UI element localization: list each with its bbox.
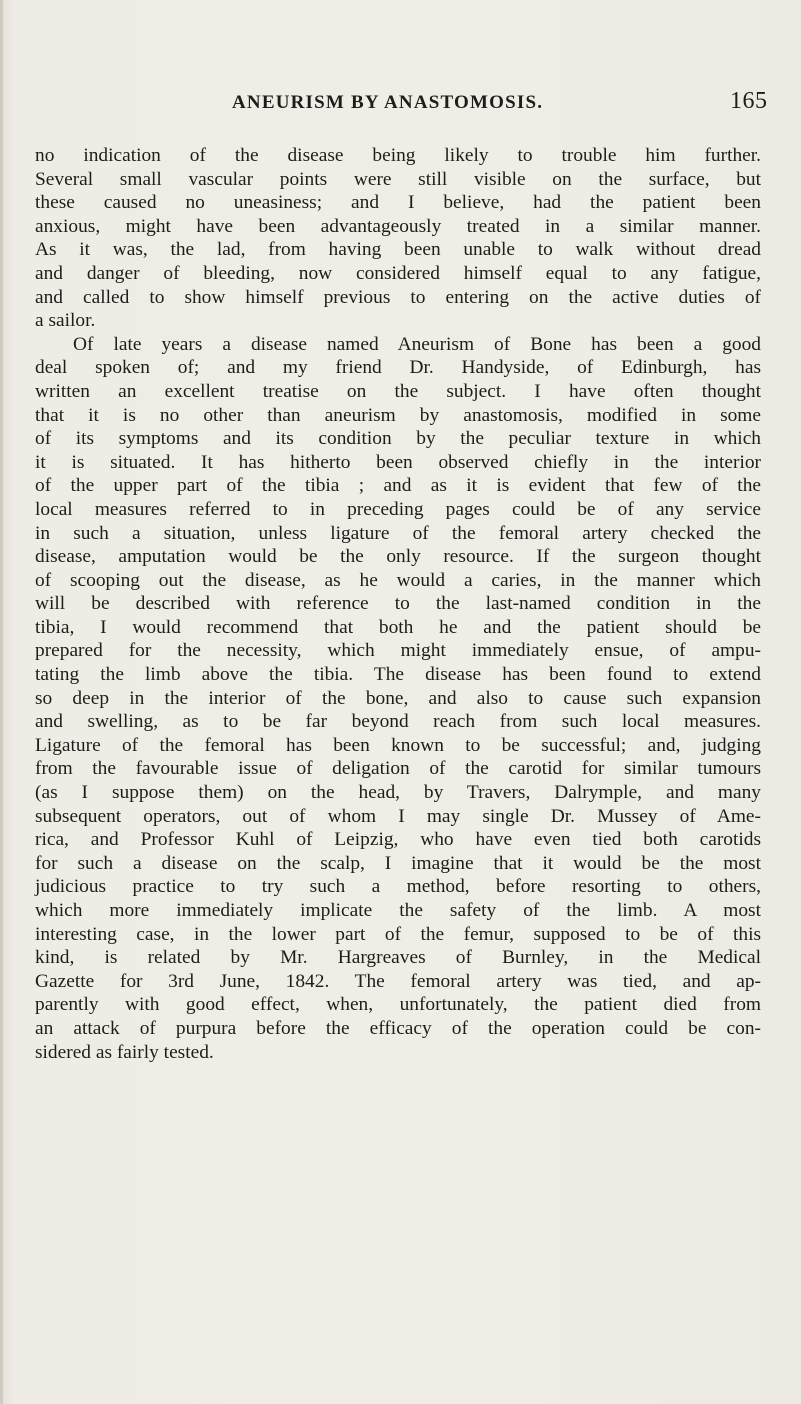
text-line: Gazette for 3rd June, 1842. The femoral artery was tied, and ap- [35,970,761,992]
text-line: Of late years a disease named Aneurism of Bone has been a good [73,333,761,355]
text-line: and swelling, as to be far beyond reach from such local measures. [35,711,761,733]
text-line: (as I suppose them) on the head, by Travers, Dalrymple, and many [35,782,761,804]
text-line: local measures referred to in preceding pages could be of any service [35,498,761,520]
text-line: subsequent operators, out of whom I may single Dr. Mussey of Ame- [35,805,761,827]
text-line: disease, amputation would be the only resource. If the surgeon thought [35,546,761,568]
text-line: Ligature of the femoral has been known to be successful; and, judging [35,734,761,756]
running-title: ANEURISM BY ANASTOMOSIS. [232,92,544,113]
text-line: these caused no uneasiness; and I believe, had the patient been [35,192,761,214]
text-line: that it is no other than aneurism by anastomosis, modified in some [35,404,761,426]
text-line: will be described with reference to the last-named condition in the [35,593,761,615]
text-line: and danger of bleeding, now considered himself equal to any fatigue, [35,262,761,284]
text-line: so deep in the interior of the bone, and also to cause such expansion [35,687,761,709]
text-line: parently with good effect, when, unfortunately, the patient died from [35,994,761,1016]
text-line: rica, and Professor Kuhl of Leipzig, who have even tied both carotids [35,829,761,851]
body-text [35,144,761,1064]
text-line: from the favourable issue of deligation of the carotid for similar tumours [35,758,761,780]
page-number: 165 [730,88,768,114]
text-line: of its symptoms and its condition by the peculiar texture in which [35,428,761,450]
text-line: kind, is related by Mr. Hargreaves of Burnley, in the Medical [35,947,761,969]
text-line: interesting case, in the lower part of the femur, supposed to be of this [35,923,761,945]
text-line: tibia, I would recommend that both he and the patient should be [35,616,761,638]
text-line: no indication of the disease being likely to trouble him further. [35,145,761,166]
text-line: and called to show himself previous to entering on the active duties of [35,286,761,308]
running-head [0,88,801,122]
text-line: judicious practice to try such a method, before resorting to others, [35,876,761,898]
text-line: for such a disease on the scalp, I imagine that it would be the most [35,852,761,874]
text-line: written an excellent treatise on the subject. I have often thought [35,380,761,402]
text-line: of the upper part of the tibia ; and as it is evident that few of the [35,475,761,497]
page-edge-shadow [0,0,3,1404]
text-line: deal spoken of; and my friend Dr. Handyside, of Edinburgh, has [35,357,761,379]
text-line: an attack of purpura before the efficacy of the operation could be con- [35,1017,761,1039]
text-line: in such a situation, unless ligature of the femoral artery checked the [35,522,761,544]
text-line: tating the limb above the tibia. The disease has been found to extend [35,664,761,686]
text-line: anxious, might have been advantageously treated in a similar manner. [35,215,761,237]
text-line: which more immediately implicate the safety of the limb. A most [35,900,761,921]
text-line: sidered as fairly tested. [35,1041,214,1063]
text-line: it is situated. It has hitherto been observed chiefly in the interior [35,451,761,473]
text-line: a sailor. [35,310,96,332]
text-line: of scooping out the disease, as he would a caries, in the manner which [35,569,761,591]
text-line: prepared for the necessity, which might immediately ensue, of ampu- [35,640,761,662]
text-line: Several small vascular points were still visible on the surface, but [35,168,761,190]
text-line: As it was, the lad, from having been unable to walk without dread [35,239,761,261]
